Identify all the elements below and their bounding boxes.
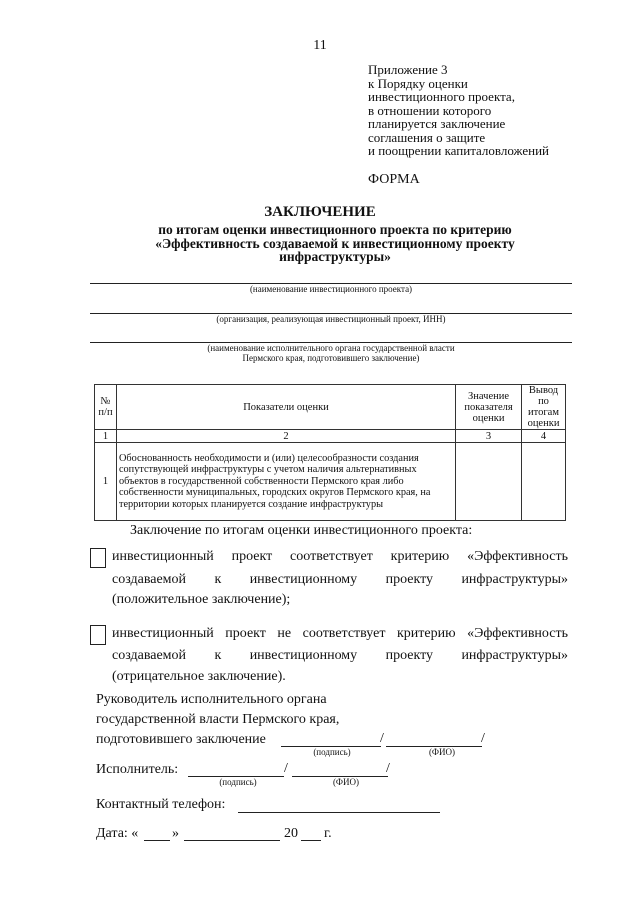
column-number: 2: [116, 430, 455, 443]
option-line: (положительное заключение);: [112, 592, 291, 607]
caption-line: (наименование исполнительного органа государственной власти: [207, 343, 455, 353]
option-line: (отрицательное заключение).: [112, 669, 286, 684]
option-line: создаваемой к инвестиционному проекту инфраструктуры»: [112, 648, 568, 663]
table-header-row: [95, 385, 566, 430]
positive-checkbox[interactable]: [90, 548, 106, 568]
date-day-field[interactable]: [144, 840, 170, 841]
form-label: ФОРМА: [368, 172, 420, 187]
option-line: создаваемой к инвестиционному проекту инфраструктуры»: [112, 572, 568, 587]
name-caption: (ФИО): [428, 747, 456, 757]
date-label: Дата: «: [96, 826, 139, 841]
evaluation-table: [94, 384, 566, 521]
signature-caption: (подпись): [313, 747, 351, 757]
date-close-quote: »: [172, 826, 179, 841]
option-line: инвестиционный проект соответствует критерию «Эффективность: [112, 549, 568, 564]
header-indicators: Показатели оценки: [116, 385, 455, 430]
subtitle-line: «Эффективность создаваемой к инвестиционному проекту: [155, 235, 515, 251]
appendix-line: соглашения о защите: [368, 129, 486, 145]
table-row: [95, 443, 566, 521]
appendix-line: к Порядку оценки: [368, 75, 468, 91]
appendix-line: инвестиционного проекта,: [368, 89, 515, 104]
phone-field[interactable]: [238, 812, 440, 813]
appendix-line: Приложение 3: [368, 62, 448, 77]
executor-signature-caption: (подпись): [219, 777, 257, 787]
executor-label: Исполнитель:: [96, 762, 179, 777]
column-number: 3: [456, 430, 522, 443]
date-year-suffix: г.: [324, 826, 332, 841]
option-line: инвестиционный проект не соответствует критерию «Эффективность: [112, 626, 568, 641]
column-number: 1: [95, 430, 117, 443]
document-subtitle: [90, 223, 580, 264]
column-number: 4: [522, 430, 566, 443]
appendix-line: и поощрении капиталовложений: [368, 143, 549, 158]
document-title: ЗАКЛЮЧЕНИЕ: [264, 204, 376, 220]
phone-label: Контактный телефон:: [96, 797, 226, 812]
head-label-line: подготовившего заключение: [96, 732, 266, 747]
header-num: № п/п: [95, 385, 117, 430]
header-conclusion: Вывод по итогам оценки: [522, 385, 566, 430]
row-indicator: Обоснованность необходимости и (или) целесообразности создания сопутствующей инфраструктуры с учетом наличия альтернативных объектов в государственной собственности Пермского края либо собственности муниципальных, городских округов Пермского края, на территории которых планируется создание инфраструктуры: [116, 443, 455, 521]
table-column-numbers: [95, 430, 566, 443]
separator-slash: /: [481, 731, 485, 746]
row-num: 1: [95, 443, 117, 521]
date-month-field[interactable]: [184, 840, 280, 841]
negative-checkbox[interactable]: [90, 625, 106, 645]
separator-slash: /: [386, 761, 390, 776]
subtitle-line: инфраструктуры»: [279, 249, 391, 264]
head-label-line: государственной власти Пермского края,: [96, 712, 340, 727]
appendix-line: в отношении которого: [368, 102, 492, 118]
header-value: Значение показателя оценки: [456, 385, 522, 430]
row-conclusion-cell[interactable]: [522, 443, 566, 521]
conclusion-intro: Заключение по итогам оценки инвестиционного проекта:: [130, 523, 473, 538]
date-year-field[interactable]: [301, 840, 321, 841]
page-number: 11: [313, 38, 327, 53]
project-name-caption: (наименование инвестиционного проекта): [249, 284, 413, 294]
subtitle-line: по итогам оценки инвестиционного проекта по критерию: [158, 222, 512, 237]
caption-line: Пермского края, подготовившего заключение): [242, 353, 420, 363]
authority-caption: [90, 343, 572, 363]
date-year-prefix: 20: [284, 826, 298, 841]
executor-name-caption: (ФИО): [332, 777, 360, 787]
appendix-line: планируется заключение: [368, 116, 506, 131]
row-value-cell[interactable]: [456, 443, 522, 521]
organization-caption: (организация, реализующая инвестиционный проект, ИНН): [216, 314, 446, 324]
head-label-line: Руководитель исполнительного органа: [96, 692, 327, 707]
separator-slash: /: [380, 731, 384, 746]
appendix-note: [368, 63, 549, 158]
separator-slash: /: [284, 761, 288, 776]
